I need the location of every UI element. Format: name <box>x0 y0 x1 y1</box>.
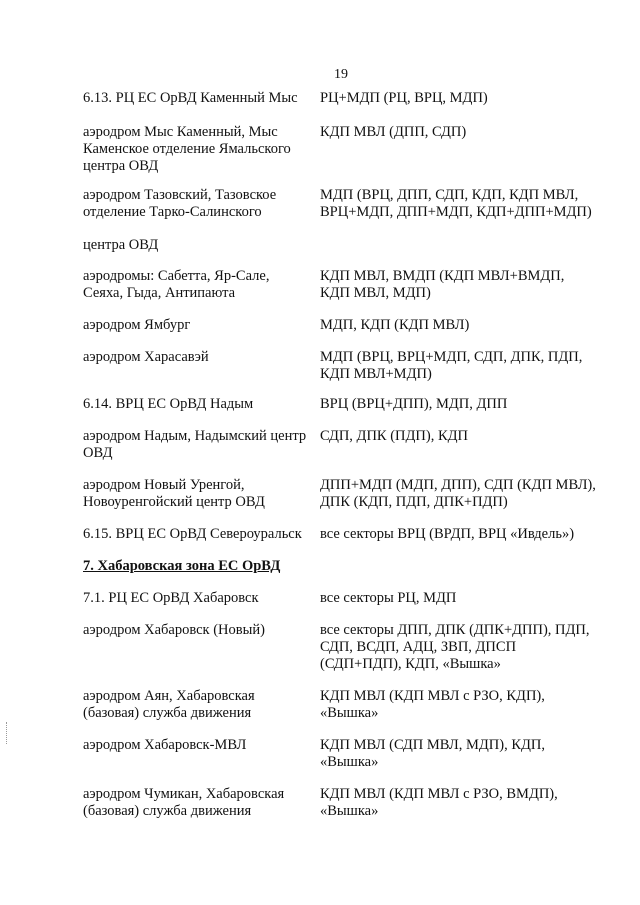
text-line: аэродром Ямбург <box>83 317 191 333</box>
text-line: все секторы ВРЦ (ВРДП, ВРЦ «Ивдель») <box>320 526 575 542</box>
aerodrome-name <box>83 786 298 820</box>
text-line: «Вышка» <box>320 754 379 770</box>
text-line: МДП (ВРЦ, ДПП, СДП, КДП, КДП МВЛ, <box>320 187 579 203</box>
text-line: Новоуренгойский центр ОВД <box>83 494 265 510</box>
aerodrome-name <box>83 622 298 639</box>
section-title: 7. Хабаровская зона ЕС ОрВД <box>83 558 281 574</box>
text-line: отделение Тарко-Салинского <box>83 204 262 220</box>
text-line: МДП (ВРЦ, ВРЦ+МДП, СДП, ДПК, ПДП, <box>320 349 583 365</box>
text-line: КДП МВЛ, МДП) <box>320 285 431 301</box>
zone-name <box>83 526 302 543</box>
text-line: аэродром Аян, Хабаровская <box>83 688 255 704</box>
text-line: центра ОВД <box>83 237 159 253</box>
sector-list <box>320 396 610 413</box>
sector-list <box>320 124 610 141</box>
text-line: (базовая) служба движения <box>83 803 252 819</box>
text-line: (СДП+ПДП), КДП, «Вышка» <box>320 656 501 672</box>
sector-list <box>320 90 610 107</box>
aerodrome-name <box>83 477 298 511</box>
text-line: КДП МВЛ (ДПП, СДП) <box>320 124 467 140</box>
sector-list <box>320 317 610 334</box>
text-line: КДП МВЛ (СДП МВЛ, МДП), КДП, <box>320 737 545 753</box>
text-line: аэродромы: Сабетта, Яр-Сале, <box>83 268 270 284</box>
text-line: аэродром Хабаровск-МВЛ <box>83 737 247 753</box>
text-line: (базовая) служба движения <box>83 705 252 721</box>
text-line: аэродром Тазовский, Тазовское <box>83 187 277 203</box>
zone-name <box>83 590 298 607</box>
text-line: аэродром Новый Уренгой, <box>83 477 245 493</box>
text-line: КДП МВЛ+МДП) <box>320 366 432 382</box>
text-line: СДП, ВСДП, АДЦ, ЗВП, ДПСП <box>320 639 517 655</box>
sector-list <box>320 526 610 543</box>
section-heading <box>83 558 298 575</box>
text-line: аэродром Хабаровск (Новый) <box>83 622 265 638</box>
sector-list <box>320 688 610 722</box>
text-line: ВРЦ+МДП, ДПП+МДП, КДП+ДПП+МДП) <box>320 204 592 220</box>
aerodrome-name <box>83 737 298 754</box>
aerodrome-name <box>83 268 298 302</box>
aerodrome-name <box>83 124 298 175</box>
sector-list <box>320 786 610 820</box>
text-line: КДП МВЛ (КДП МВЛ с РЗО, КДП), <box>320 688 545 704</box>
aerodrome-name <box>83 237 298 254</box>
text-line: ДПП+МДП (МДП, ДПП), СДП (КДП МВЛ), <box>320 477 596 493</box>
text-line: Сеяха, Гыда, Антипаюта <box>83 285 236 301</box>
sector-list <box>320 349 610 383</box>
text-line: КДП МВЛ, ВМДП (КДП МВЛ+ВМДП, <box>320 268 565 284</box>
zone-name <box>83 90 298 107</box>
text-line: 6.15. ВРЦ ЕС ОрВД Североуральск <box>83 526 302 542</box>
text-line: МДП, КДП (КДП МВЛ) <box>320 317 470 333</box>
text-line: ВРЦ (ВРЦ+ДПП), МДП, ДПП <box>320 396 508 412</box>
text-line: ДПК (КДП, ПДП, ДПК+ПДП) <box>320 494 508 510</box>
scan-edge-mark <box>6 722 8 744</box>
sector-list <box>320 622 610 673</box>
text-line: аэродром Харасавэй <box>83 349 209 365</box>
text-line: 7.1. РЦ ЕС ОрВД Хабаровск <box>83 590 259 606</box>
text-line: аэродром Мыс Каменный, Мыс <box>83 124 278 140</box>
text-line: ОВД <box>83 445 113 461</box>
sector-list <box>320 737 610 771</box>
text-line: аэродром Надым, Надымский центр <box>83 428 307 444</box>
aerodrome-name <box>83 317 298 334</box>
sector-list <box>320 187 610 221</box>
text-line: КДП МВЛ (КДП МВЛ с РЗО, ВМДП), <box>320 786 558 802</box>
aerodrome-name <box>83 428 307 462</box>
sector-list <box>320 268 610 302</box>
text-line: все секторы ДПП, ДПК (ДПК+ДПП), ПДП, <box>320 622 590 638</box>
text-line: 6.14. ВРЦ ЕС ОрВД Надым <box>83 396 254 412</box>
text-line: «Вышка» <box>320 803 379 819</box>
aerodrome-name <box>83 349 298 366</box>
zone-name <box>83 396 298 413</box>
text-line: «Вышка» <box>320 705 379 721</box>
text-line: СДП, ДПК (ПДП), КДП <box>320 428 468 444</box>
text-line: центра ОВД <box>83 158 159 174</box>
aerodrome-name <box>83 688 298 722</box>
page-number: 19 <box>334 67 348 82</box>
text-line: все секторы РЦ, МДП <box>320 590 457 606</box>
text-line: 6.13. РЦ ЕС ОрВД Каменный Мыс <box>83 90 298 106</box>
text-line: Каменское отделение Ямальского <box>83 141 291 157</box>
text-line: аэродром Чумикан, Хабаровская <box>83 786 285 802</box>
text-line: РЦ+МДП (РЦ, ВРЦ, МДП) <box>320 90 488 106</box>
sector-list <box>320 477 610 511</box>
aerodrome-name <box>83 187 298 221</box>
sector-list <box>320 590 610 607</box>
sector-list <box>320 428 610 445</box>
